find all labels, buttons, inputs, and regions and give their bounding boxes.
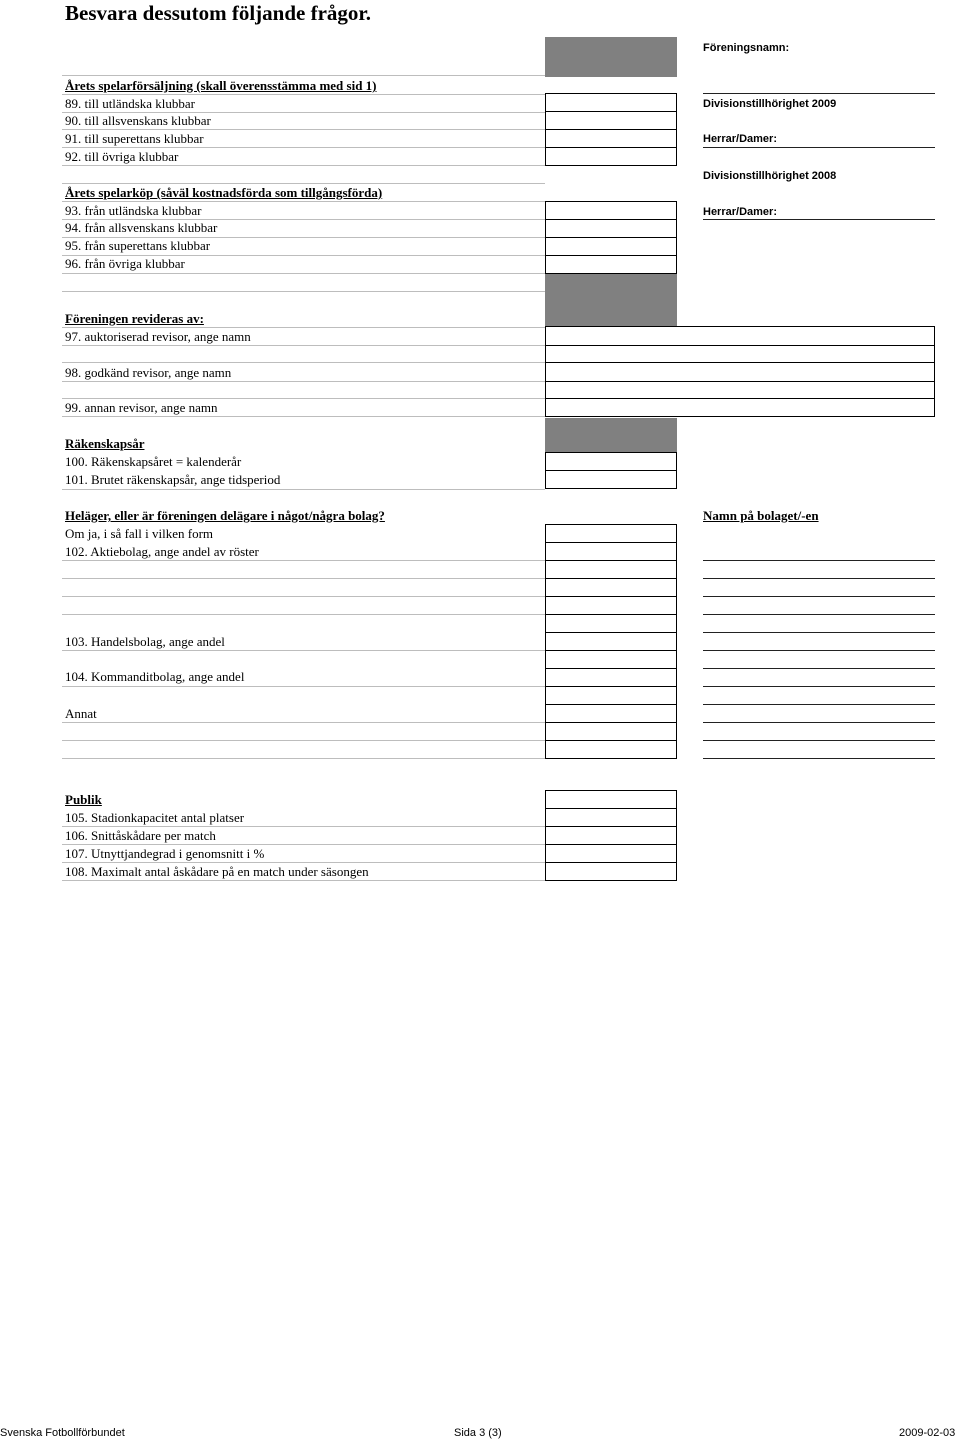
row-divider — [62, 740, 545, 741]
ownership-sub-label: Om ja, i så fall i vilken form — [65, 526, 214, 541]
audience-item-108: 108. Maximalt antal åskådare på en match under säsongen — [65, 864, 369, 879]
purchases-94-input[interactable] — [545, 219, 677, 238]
row-divider — [62, 398, 545, 399]
row-divider — [62, 129, 545, 130]
company-name-line[interactable] — [703, 722, 935, 723]
company-name-line[interactable] — [703, 596, 935, 597]
footer-left: Svenska Fotbollförbundet — [0, 1427, 125, 1439]
row-divider — [62, 75, 545, 76]
ownership-heading: Heläger, eller är föreningen delägare i något/några bolag? — [65, 508, 385, 523]
row-divider — [62, 826, 545, 827]
row-divider — [62, 273, 545, 274]
footer-page: Sida 3 (3) — [454, 1427, 502, 1439]
purchases-item-93: 93. från utländska klubbar — [65, 203, 202, 218]
page-title: Besvara dessutom följande frågor. — [65, 1, 372, 25]
company-name-line[interactable] — [703, 632, 935, 633]
purchases-heading: Årets spelarköp (såväl kostnadsförda som tillgångsförda) — [65, 185, 383, 200]
row-divider — [62, 758, 545, 759]
ownership-item-104: 104. Kommanditbolag, ange andel — [65, 669, 245, 684]
row-divider — [62, 862, 545, 863]
sales-91-input[interactable] — [545, 129, 677, 148]
purchases-item-94: 94. från allsvenskans klubbar — [65, 220, 218, 235]
utilization-input[interactable] — [545, 844, 677, 863]
company-name-line[interactable] — [703, 740, 935, 741]
club-name-label: Föreningsnamn: — [703, 42, 790, 54]
company-name-line[interactable] — [703, 758, 935, 759]
row-divider — [62, 686, 545, 687]
sales-item-92: 92. till övriga klubbar — [65, 149, 179, 164]
company-name-line[interactable] — [703, 686, 935, 687]
gray-block-fiscal — [545, 418, 677, 454]
kb-share-input-1[interactable] — [545, 668, 677, 687]
ownership-item-102: 102. Aktiebolag, ange andel av röster — [65, 544, 259, 559]
footer-date: 2009-02-03 — [899, 1427, 956, 1439]
fiscal-item-100: 100. Räkenskapsåret = kalenderår — [65, 454, 242, 469]
purchases-item-95: 95. från superettans klubbar — [65, 238, 211, 253]
auditor-other-input[interactable] — [545, 398, 935, 417]
other-share-input-1[interactable] — [545, 704, 677, 723]
division-2008-label: Divisionstillhörighet 2008 — [703, 170, 837, 182]
other-share-input-2[interactable] — [545, 722, 677, 741]
purchases-93-input[interactable] — [545, 201, 677, 220]
row-divider — [62, 578, 545, 579]
company-name-line[interactable] — [703, 704, 935, 705]
row-divider — [62, 596, 545, 597]
other-share-input-3[interactable] — [545, 740, 677, 759]
ownership-form-input[interactable] — [545, 524, 677, 543]
ownership-item-103: 103. Handelsbolag, ange andel — [65, 634, 225, 649]
hb-share-input-2[interactable] — [545, 650, 677, 669]
company-name-line[interactable] — [703, 668, 935, 669]
fiscal-calendar-input[interactable] — [545, 452, 677, 471]
audience-item-106: 106. Snittåskådare per match — [65, 828, 216, 843]
hb-share-input-1[interactable] — [545, 632, 677, 651]
audit-item-98: 98. godkänd revisor, ange namn — [65, 365, 232, 380]
company-name-line[interactable] — [703, 650, 935, 651]
sales-89-input[interactable] — [545, 93, 677, 112]
gender-2009-label: Herrar/Damer: — [703, 133, 777, 145]
audience-header-box[interactable] — [545, 790, 677, 809]
row-divider — [62, 416, 545, 417]
division-2009-label: Divisionstillhörighet 2009 — [703, 98, 837, 110]
audit-heading: Föreningen revideras av: — [65, 311, 204, 326]
auditor-approved-input-2[interactable] — [545, 381, 935, 399]
row-divider — [62, 362, 545, 363]
gray-block-audit — [545, 274, 677, 326]
fiscal-heading: Räkenskapsår — [65, 436, 145, 451]
row-divider — [62, 844, 545, 845]
row-divider — [62, 183, 545, 184]
row-divider — [62, 165, 545, 166]
gender-2009-line[interactable] — [703, 147, 935, 148]
row-divider — [62, 94, 545, 95]
row-divider — [62, 201, 545, 202]
purchases-95-input[interactable] — [545, 237, 677, 256]
sales-92-input[interactable] — [545, 147, 677, 166]
row-divider — [62, 345, 545, 346]
ab-share-input-2[interactable] — [545, 560, 677, 579]
row-divider — [62, 650, 545, 651]
row-divider — [62, 489, 545, 490]
audience-heading: Publik — [65, 792, 102, 807]
company-name-line[interactable] — [703, 560, 935, 561]
row-divider — [62, 327, 545, 328]
auditor-authorized-input[interactable] — [545, 326, 935, 346]
avg-attendance-input[interactable] — [545, 826, 677, 845]
sales-90-input[interactable] — [545, 111, 677, 130]
auditor-approved-input[interactable] — [545, 362, 935, 382]
ab-share-input-4[interactable] — [545, 596, 677, 615]
company-name-line[interactable] — [703, 614, 935, 615]
sales-heading: Årets spelarförsäljning (skall överensstämma med sid 1) — [65, 78, 377, 93]
audit-item-99: 99. annan revisor, ange namn — [65, 400, 218, 415]
company-name-line[interactable] — [703, 578, 935, 579]
sales-item-90: 90. till allsvenskans klubbar — [65, 113, 211, 128]
row-divider — [62, 722, 545, 723]
max-attendance-input[interactable] — [545, 862, 677, 881]
kb-share-input-2[interactable] — [545, 686, 677, 705]
audience-item-105: 105. Stadionkapacitet antal platser — [65, 810, 245, 825]
auditor-authorized-input-2[interactable] — [545, 345, 935, 363]
row-divider — [62, 147, 545, 148]
purchases-item-96: 96. från övriga klubbar — [65, 256, 185, 271]
ab-share-input-3[interactable] — [545, 578, 677, 597]
gender-2008-label: Herrar/Damer: — [703, 206, 777, 218]
ownership-item-other: Annat — [65, 706, 97, 721]
audit-item-97: 97. auktoriserad revisor, ange namn — [65, 329, 251, 344]
company-name-heading: Namn på bolaget/-en — [703, 508, 819, 523]
club-name-line[interactable] — [703, 93, 935, 94]
gray-block-top — [545, 37, 677, 77]
row-divider — [62, 381, 545, 382]
row-divider — [62, 291, 545, 292]
sales-item-91: 91. till superettans klubbar — [65, 131, 204, 146]
ab-share-input-1[interactable] — [545, 542, 677, 561]
stadium-capacity-input[interactable] — [545, 808, 677, 827]
gender-2008-line[interactable] — [703, 219, 935, 220]
sales-item-89: 89. till utländska klubbar — [65, 96, 195, 111]
row-divider — [62, 560, 545, 561]
audience-item-107: 107. Utnyttjandegrad i genomsnitt i % — [65, 846, 265, 861]
fiscal-period-input[interactable] — [545, 470, 677, 489]
fiscal-item-101: 101. Brutet räkenskapsår, ange tidsperiod — [65, 472, 281, 487]
purchases-96-input[interactable] — [545, 255, 677, 274]
ab-share-input-5[interactable] — [545, 614, 677, 633]
row-divider — [62, 614, 545, 615]
row-divider — [62, 880, 545, 881]
